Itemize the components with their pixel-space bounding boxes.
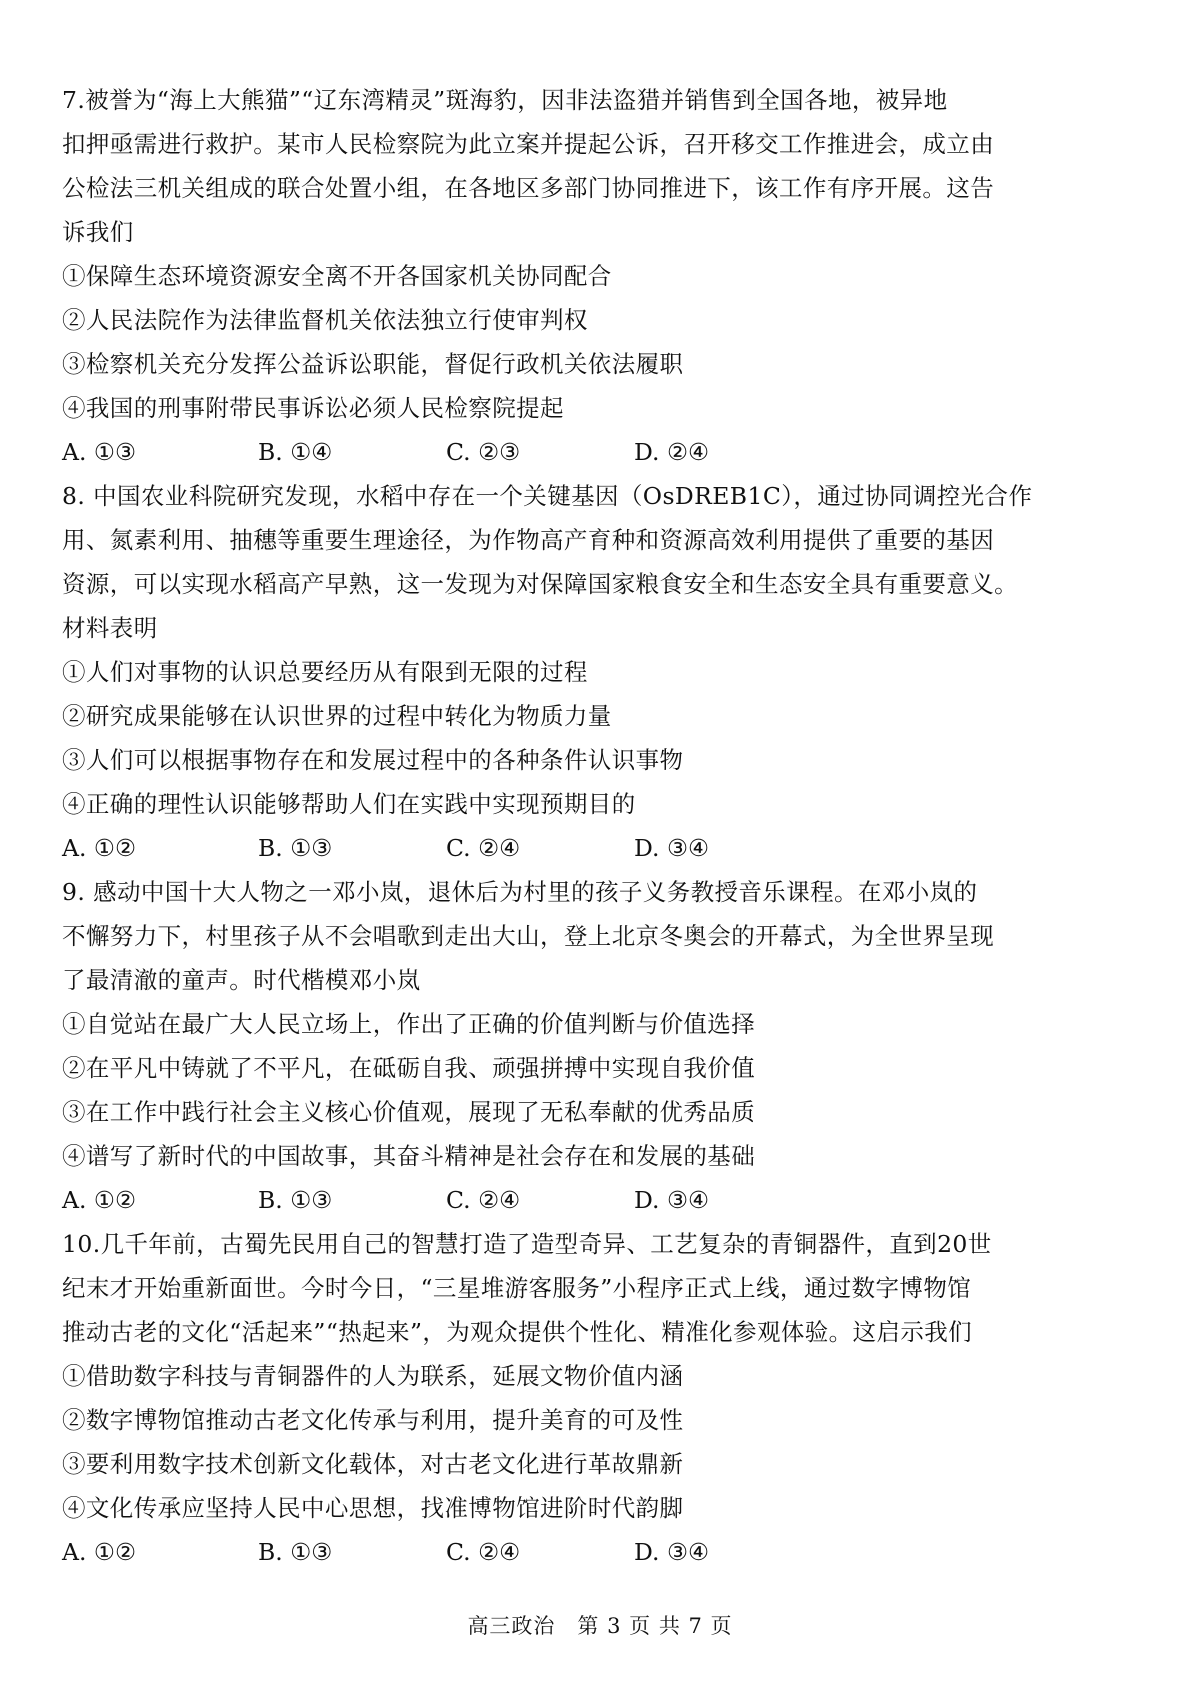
choice-b: B. ①③ — [258, 834, 333, 862]
question-stem-line: 材料表明 — [62, 614, 158, 642]
question-stem-line: 纪末才开始重新面世。今时今日，“三星堆游客服务”小程序正式上线，通过数字博物馆 — [62, 1274, 972, 1302]
statement-option: ②数字博物馆推动古老文化传承与利用，提升美育的可及性 — [62, 1406, 684, 1434]
choice-d: D. ③④ — [634, 1186, 710, 1214]
statement-option: ②人民法院作为法律监督机关依法独立行使审判权 — [62, 306, 588, 334]
statement-option: ②在平凡中铸就了不平凡，在砥砺自我、顽强拼搏中实现自我价值 — [62, 1054, 756, 1082]
question-stem-line: 了最清澈的童声。时代楷模邓小岚 — [62, 966, 421, 994]
question-stem-line: 7.被誉为“海上大熊猫”“辽东湾精灵”斑海豹，因非法盗猎并销售到全国各地，被异地 — [62, 86, 948, 114]
statement-option: ④正确的理性认识能够帮助人们在实践中实现预期目的 — [62, 790, 636, 818]
question-stem-line: 诉我们 — [62, 218, 134, 246]
choice-c: C. ②④ — [446, 834, 521, 862]
question-10 — [62, 1222, 1112, 1574]
choice-a: A. ①② — [62, 834, 137, 862]
statement-option: ①人们对事物的认识总要经历从有限到无限的过程 — [62, 658, 588, 686]
statement-option: ④我国的刑事附带民事诉讼必须人民检察院提起 — [62, 394, 564, 422]
statement-option: ③人们可以根据事物存在和发展过程中的各种条件认识事物 — [62, 746, 684, 774]
statement-option: ③检察机关充分发挥公益诉讼职能，督促行政机关依法履职 — [62, 350, 684, 378]
choice-d: D. ③④ — [634, 1538, 710, 1566]
question-stem-line: 扣押亟需进行救护。某市人民检察院为此立案并提起公诉，召开移交工作推进会，成立由 — [62, 130, 995, 158]
choice-a: A. ①② — [62, 1186, 137, 1214]
exam-page — [62, 78, 1112, 1574]
question-stem-line: 资源，可以实现水稻高产早熟，这一发现为对保障国家粮食安全和生态安全具有重要意义。 — [62, 570, 1018, 598]
statement-option: ①保障生态环境资源安全离不开各国家机关协同配合 — [62, 262, 612, 290]
question-stem-line: 10.几千年前，古蜀先民用自己的智慧打造了造型奇异、工艺复杂的青铜器件，直到20世 — [62, 1230, 992, 1258]
question-stem-line: 推动古老的文化“活起来”“热起来”，为观众提供个性化、精准化参观体验。这启示我们 — [62, 1318, 973, 1346]
choice-a: A. ①③ — [62, 438, 137, 466]
choice-c: C. ②③ — [446, 438, 521, 466]
question-stem-line: 8. 中国农业科院研究发现，水稻中存在一个关键基因（OsDREB1C），通过协同调控光合作 — [62, 482, 1033, 510]
choice-d: D. ③④ — [634, 834, 710, 862]
statement-option: ④文化传承应坚持人民中心思想，找准博物馆进阶时代韵脚 — [62, 1494, 684, 1522]
statement-option: ①自觉站在最广大人民立场上，作出了正确的价值判断与价值选择 — [62, 1010, 756, 1038]
question-8 — [62, 474, 1112, 870]
statement-option: ③在工作中践行社会主义核心价值观，展现了无私奉献的优秀品质 — [62, 1098, 756, 1126]
answer-choices — [62, 1178, 1112, 1222]
statement-option: ③要利用数字技术创新文化载体，对古老文化进行革故鼎新 — [62, 1450, 684, 1478]
choice-c: C. ②④ — [446, 1186, 521, 1214]
answer-choices — [62, 1530, 1112, 1574]
statement-option: ②研究成果能够在认识世界的过程中转化为物质力量 — [62, 702, 612, 730]
question-stem-line: 不懈努力下，村里孩子从不会唱歌到走出大山，登上北京冬奥会的开幕式，为全世界呈现 — [62, 922, 995, 950]
question-9 — [62, 870, 1112, 1222]
page-footer: 高三政治 第 3 页 共 7 页 — [467, 1614, 733, 1638]
question-stem-line: 公检法三机关组成的联合处置小组，在各地区多部门协同推进下，该工作有序开展。这告 — [62, 174, 995, 202]
choice-c: C. ②④ — [446, 1538, 521, 1566]
choice-b: B. ①③ — [258, 1538, 333, 1566]
choice-b: B. ①④ — [258, 438, 333, 466]
question-stem-line: 9. 感动中国十大人物之一邓小岚，退休后为村里的孩子义务教授音乐课程。在邓小岚的 — [62, 878, 978, 906]
choice-a: A. ①② — [62, 1538, 137, 1566]
answer-choices — [62, 826, 1112, 870]
statement-option: ④谱写了新时代的中国故事，其奋斗精神是社会存在和发展的基础 — [62, 1142, 756, 1170]
choice-b: B. ①③ — [258, 1186, 333, 1214]
question-7 — [62, 78, 1112, 474]
statement-option: ①借助数字科技与青铜器件的人为联系，延展文物价值内涵 — [62, 1362, 684, 1390]
choice-d: D. ②④ — [634, 438, 710, 466]
question-stem-line: 用、氮素利用、抽穗等重要生理途径，为作物高产育种和资源高效利用提供了重要的基因 — [62, 526, 995, 554]
answer-choices — [62, 430, 1112, 474]
